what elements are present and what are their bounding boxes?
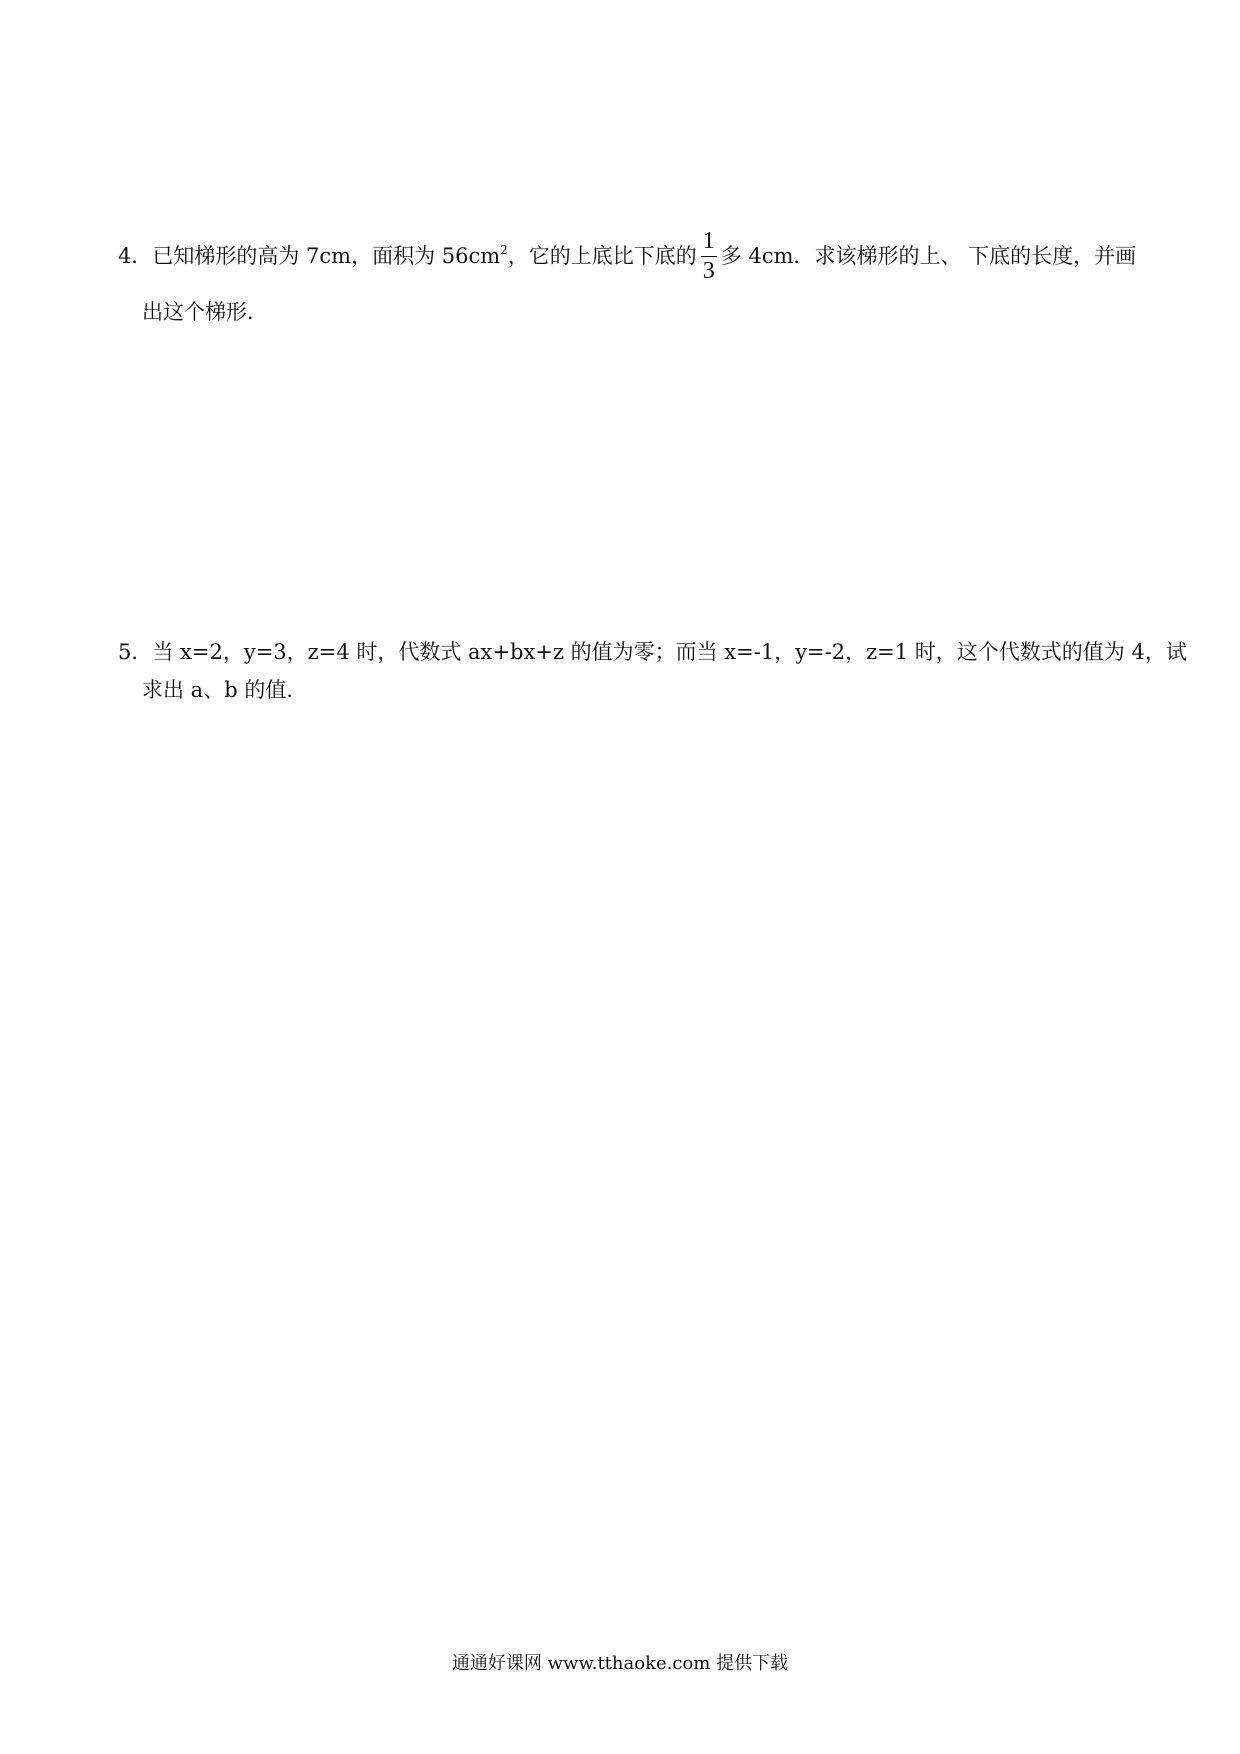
- problem-4-superscript: 2: [500, 243, 508, 258]
- fraction-numerator: 1: [702, 228, 715, 254]
- problem-5-number: 5．: [118, 640, 153, 664]
- fraction-bar: [701, 256, 717, 257]
- problem-5-line-1: [118, 642, 1187, 663]
- problem-4-text-c: 多 4cm．求该梯形的上、 下底的长度，并画: [720, 244, 1137, 269]
- problem-5-text-line-2: 求出 a、b 的值．: [142, 678, 308, 702]
- problem-4-line-2: [142, 302, 268, 323]
- problem-4-text-a: 已知梯形的高为 7cm，面积为 56cm: [152, 244, 501, 269]
- page-footer: 通通好课网 www.tthaoke.com 提供下载: [451, 1653, 789, 1674]
- problem-4-text-line-2: 出这个梯形．: [142, 300, 268, 324]
- problem-5-text-line-1: 当 x=2，y=3，z=4 时，代数式 ax+bx+z 的值为零；而当 x=-1，y=-2，z=1 时，这个代数式的值为 4，试: [152, 640, 1187, 664]
- fraction-one-third: [701, 229, 717, 284]
- problem-5-line-2: [142, 680, 307, 701]
- problem-4-line-1: [118, 230, 1136, 285]
- problem-4-number: 4．: [118, 244, 153, 269]
- problem-4-text-b: ，它的上底比下底的: [507, 244, 697, 269]
- fraction-denominator: 3: [702, 258, 715, 285]
